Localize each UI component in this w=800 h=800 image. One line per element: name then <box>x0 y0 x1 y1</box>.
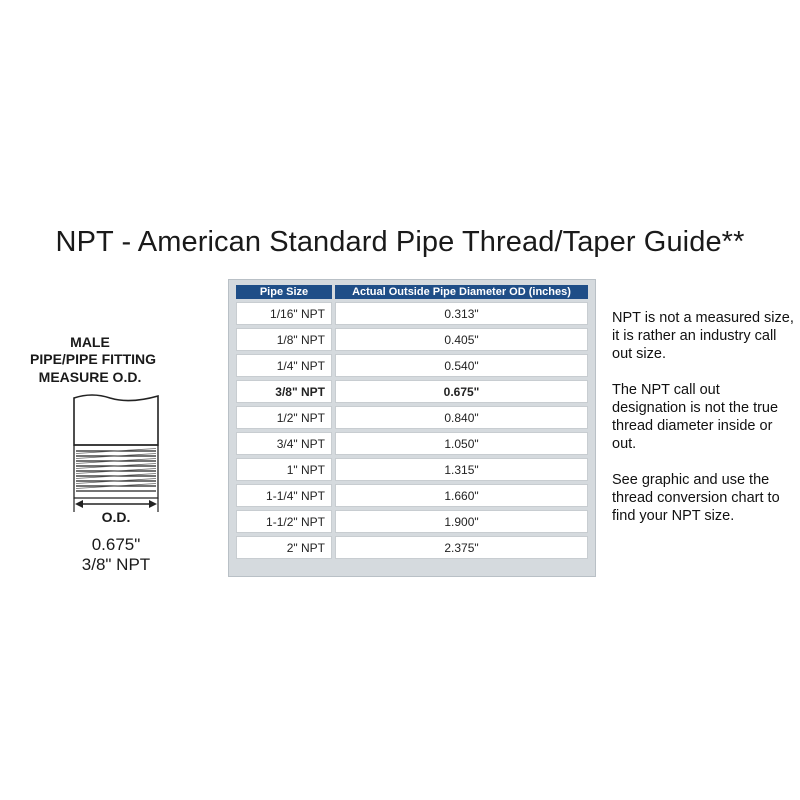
header-outside-diameter: Actual Outside Pipe Diameter OD (inches) <box>335 285 588 299</box>
outside-diameter-cell: 0.540" <box>335 354 588 377</box>
od-value: 0.675" <box>91 535 141 554</box>
table-row <box>236 380 588 403</box>
table-row <box>236 484 588 507</box>
diagram-caption-line-3: MEASURE O.D. <box>38 369 142 385</box>
male-pipe-fitting-illustration <box>30 330 170 515</box>
pipe-size-cell: 1/16" NPT <box>236 302 332 325</box>
note-1: NPT is not a measured size, it is rather an industry call out size. <box>612 310 794 362</box>
pipe-size-cell: 1/2" NPT <box>236 406 332 429</box>
diagram-caption-line-2: PIPE/PIPE FITTING <box>30 351 157 367</box>
page-title: NPT - American Standard Pipe Thread/Taper Guide** <box>55 226 745 258</box>
table-row <box>236 458 588 481</box>
pipe-size-cell: 3/4" NPT <box>236 432 332 455</box>
table-row <box>236 354 588 377</box>
outside-diameter-cell: 2.375" <box>335 536 588 559</box>
outside-diameter-cell: 1.050" <box>335 432 588 455</box>
table-row <box>236 328 588 351</box>
outside-diameter-cell: 1.315" <box>335 458 588 481</box>
note-3: See graphic and use the thread conversion chart to find your NPT size. <box>612 472 780 524</box>
od-label: O.D. <box>101 509 131 525</box>
npt-size-table <box>228 279 596 577</box>
table-row <box>236 432 588 455</box>
header-pipe-size: Pipe Size <box>236 285 332 299</box>
pipe-diagram <box>30 330 210 590</box>
outside-diameter-cell: 0.313" <box>335 302 588 325</box>
table-row <box>236 302 588 325</box>
table-row <box>236 406 588 429</box>
pipe-size-cell: 1/8" NPT <box>236 328 332 351</box>
outside-diameter-cell: 1.900" <box>335 510 588 533</box>
notes-panel <box>612 309 797 543</box>
pipe-size-cell: 1-1/2" NPT <box>236 510 332 533</box>
npt-value: 3/8" NPT <box>81 555 151 574</box>
diagram-caption-line-1: MALE <box>70 334 110 350</box>
table-header-row <box>236 285 588 299</box>
pipe-size-cell: 3/8" NPT <box>236 380 332 403</box>
pipe-size-cell: 1" NPT <box>236 458 332 481</box>
note-2: The NPT call out designation is not the true thread diameter inside or out. <box>612 382 779 452</box>
pipe-size-cell: 2" NPT <box>236 536 332 559</box>
outside-diameter-cell: 0.840" <box>335 406 588 429</box>
outside-diameter-cell: 0.675" <box>335 380 588 403</box>
pipe-size-cell: 1/4" NPT <box>236 354 332 377</box>
outside-diameter-cell: 0.405" <box>335 328 588 351</box>
table-row <box>236 510 588 533</box>
outside-diameter-cell: 1.660" <box>335 484 588 507</box>
pipe-size-cell: 1-1/4" NPT <box>236 484 332 507</box>
table-row <box>236 536 588 559</box>
